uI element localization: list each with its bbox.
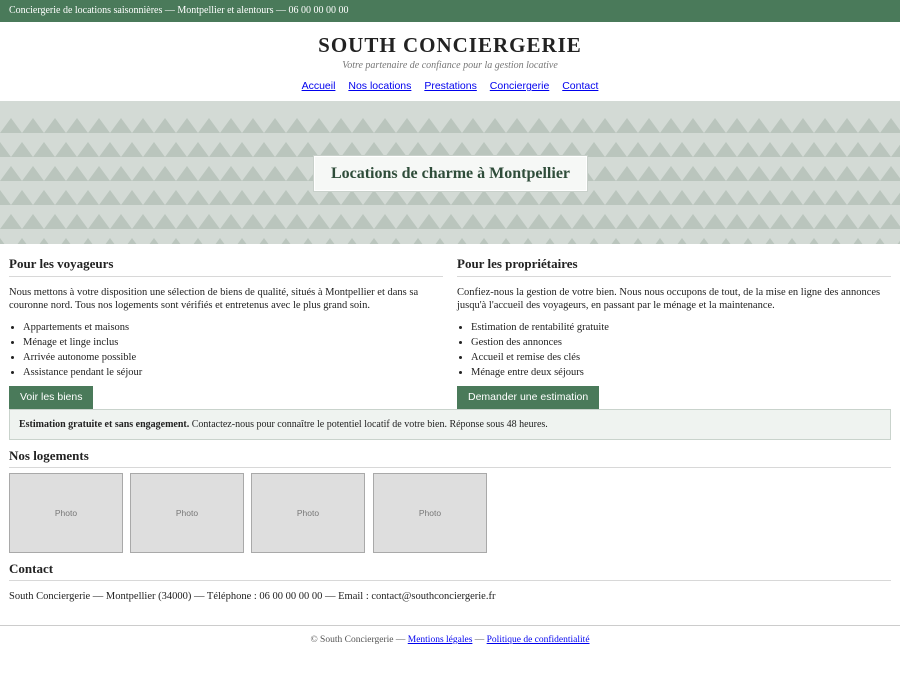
- owners-list: [457, 320, 891, 380]
- nav-link-nos-locations[interactable]: Nos locations: [348, 80, 412, 92]
- nav-link-prestations[interactable]: Prestations: [424, 80, 477, 92]
- listings-heading: Nos logements: [9, 448, 891, 468]
- legal-notice-link[interactable]: Mentions légales: [407, 635, 473, 645]
- site-tagline: Votre partenaire de confiance pour la gestion locative: [342, 60, 558, 71]
- list-item: • Estimation de rentabilité gratuite: [471, 320, 891, 335]
- site-footer: [0, 625, 900, 646]
- travelers-heading: Pour les voyageurs: [9, 256, 443, 277]
- estimate-notice: [9, 409, 891, 440]
- nav-link-accueil[interactable]: Accueil: [301, 80, 336, 92]
- list-item: • Gestion des annonces: [471, 335, 891, 350]
- view-properties-button[interactable]: Voir les biens: [9, 386, 93, 409]
- intro-columns: [0, 244, 900, 409]
- site-header: [0, 22, 900, 101]
- top-info-text: Conciergerie de locations saisonnières — Montpellier et alentours — 06 00 00 00 00: [9, 5, 349, 16]
- footer-copyright: © South Conciergerie —: [310, 635, 408, 645]
- notice-bold-text: Estimation gratuite et sans engagement.: [19, 419, 190, 430]
- listing-photo[interactable]: Photo: [130, 473, 244, 553]
- contact-heading: Contact: [9, 561, 891, 581]
- list-item: • Ménage et linge inclus: [23, 335, 443, 350]
- list-item: • Appartements et maisons: [23, 320, 443, 335]
- hero-title: Locations de charme à Montpellier: [314, 156, 587, 191]
- top-info-bar: [0, 0, 900, 22]
- notice-text: Contactez-nous pour connaître le potentiel locatif de votre bien. Réponse sous 48 heures.: [189, 419, 548, 430]
- travelers-list: [9, 320, 443, 380]
- footer-separator: —: [472, 635, 487, 645]
- request-estimate-button[interactable]: Demander une estimation: [457, 386, 599, 409]
- travelers-column: [9, 256, 443, 380]
- listing-photo[interactable]: Photo: [373, 473, 487, 553]
- listing-photo[interactable]: Photo: [9, 473, 123, 553]
- owners-heading: Pour les propriétaires: [457, 256, 891, 277]
- list-item: • Accueil et remise des clés: [471, 350, 891, 365]
- travelers-text: Nous mettons à votre disposition une sélection de biens de qualité, situés à Montpellier et dans sa couronne nord. Tous nos logements sont vérifiés et entretenus avec le plus grand soin.: [9, 287, 419, 311]
- owners-text: Confiez-nous la gestion de votre bien. Nous nous occupons de tout, de la mise en ligne des annonces jusqu'à l'accueil des voyageurs, en passant par le ménage et la maintenance.: [457, 287, 881, 311]
- listing-photo[interactable]: Photo: [251, 473, 365, 553]
- privacy-policy-link[interactable]: Politique de confidentialité: [486, 635, 590, 645]
- contact-details: South Conciergerie — Montpellier (34000) — Téléphone : 06 00 00 00 00 — Email : contact@southconciergerie.fr: [9, 591, 496, 602]
- main-nav: [0, 79, 900, 93]
- nav-link-conciergerie[interactable]: Conciergerie: [489, 80, 550, 92]
- list-item: • Arrivée autonome possible: [23, 350, 443, 365]
- owners-column: [457, 256, 891, 380]
- hero-banner: [0, 101, 900, 244]
- list-item: • Ménage entre deux séjours: [471, 365, 891, 380]
- list-item: • Assistance pendant le séjour: [23, 365, 443, 380]
- site-title: SOUTH CONCIERGERIE: [318, 33, 582, 57]
- nav-link-contact[interactable]: Contact: [562, 80, 599, 92]
